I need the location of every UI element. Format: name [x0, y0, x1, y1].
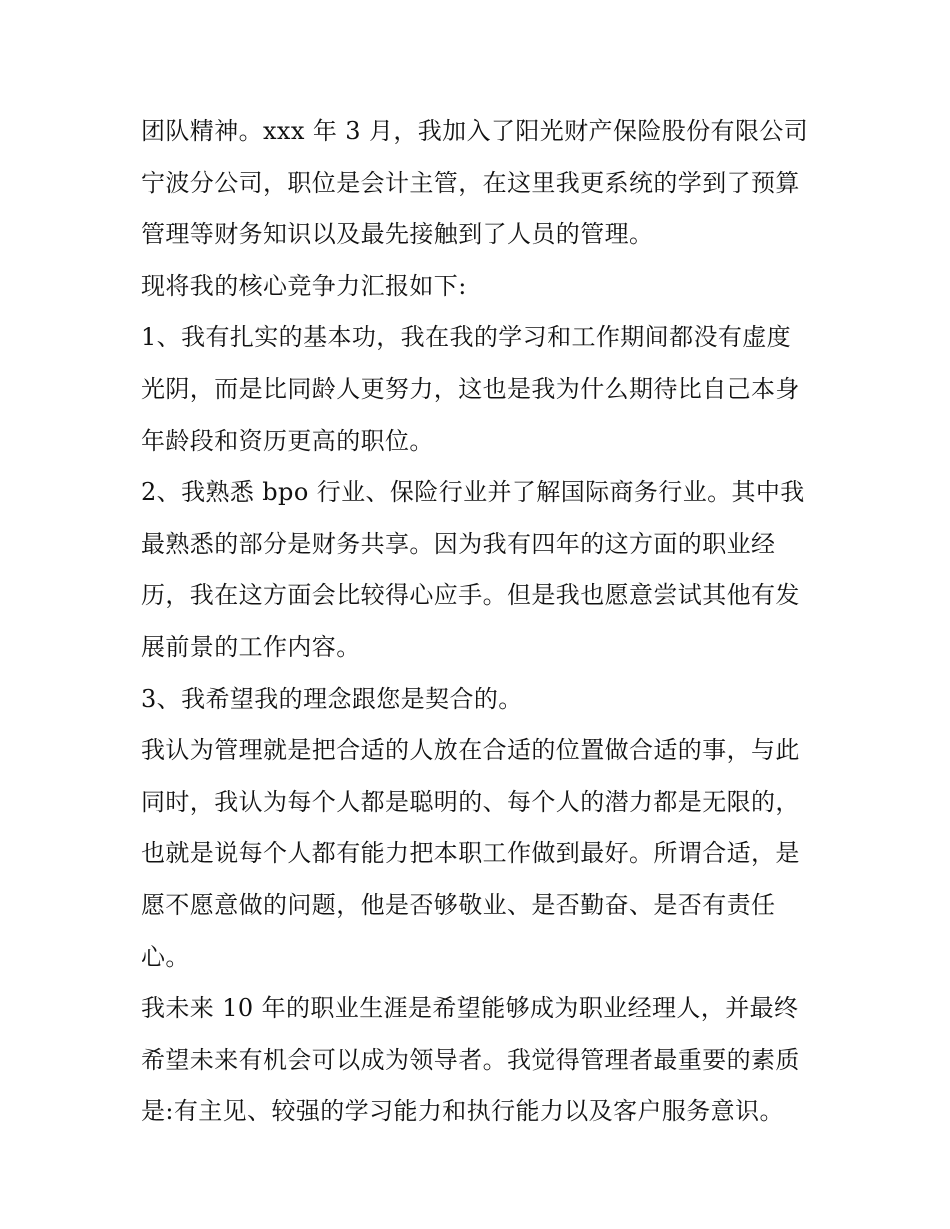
text-line: 心。	[141, 942, 190, 971]
text-line: 团队精神。xxx 年 3 月，我加入了阳光财产保险股份有限公司	[141, 117, 809, 145]
text-line: 是:有主见、较强的学习能力和执行能力以及客户服务意识。	[141, 1097, 784, 1126]
text-line: 我认为管理就是把合适的人放在合适的位置做合适的事，与此	[141, 736, 800, 765]
text-line: 3、我希望我的理念跟您是契合的。	[141, 684, 523, 713]
text-line: 希望未来有机会可以成为领导者。我觉得管理者最重要的素质	[141, 1045, 800, 1074]
text-line: 最熟悉的部分是财务共享。因为我有四年的这方面的职业经	[141, 529, 776, 558]
text-line: 现将我的核心竞争力汇报如下:	[141, 271, 467, 300]
text-line: 也就是说每个人都有能力把本职工作做到最好。所谓合适，是	[141, 839, 800, 868]
text-line: 历，我在这方面会比较得心应手。但是我也愿意尝试其他有发	[141, 581, 800, 610]
text-line: 光阴，而是比同龄人更努力，这也是我为什么期待比自己本身	[141, 374, 800, 403]
text-line: 展前景的工作内容。	[141, 632, 361, 661]
text-line: 愿不愿意做的问题，他是否够敬业、是否勤奋、是否有责任	[141, 890, 776, 919]
text-line: 年龄段和资历更高的职位。	[141, 426, 434, 455]
text-line: 同时，我认为每个人都是聪明的、每个人的潜力都是无限的，	[141, 787, 800, 816]
text-line: 1、我有扎实的基本功，我在我的学习和工作期间都没有虚度	[141, 323, 792, 352]
text-line: 管理等财务知识以及最先接触到了人员的管理。	[141, 220, 654, 249]
text-line: 我未来 10 年的职业生涯是希望能够成为职业经理人，并最终	[141, 994, 799, 1023]
text-line: 2、我熟悉 bpo 行业、保险行业并了解国际商务行业。其中我	[141, 478, 805, 507]
document-body	[141, 106, 821, 1138]
text-line: 宁波分公司，职位是会计主管，在这里我更系统的学到了预算	[141, 168, 800, 197]
